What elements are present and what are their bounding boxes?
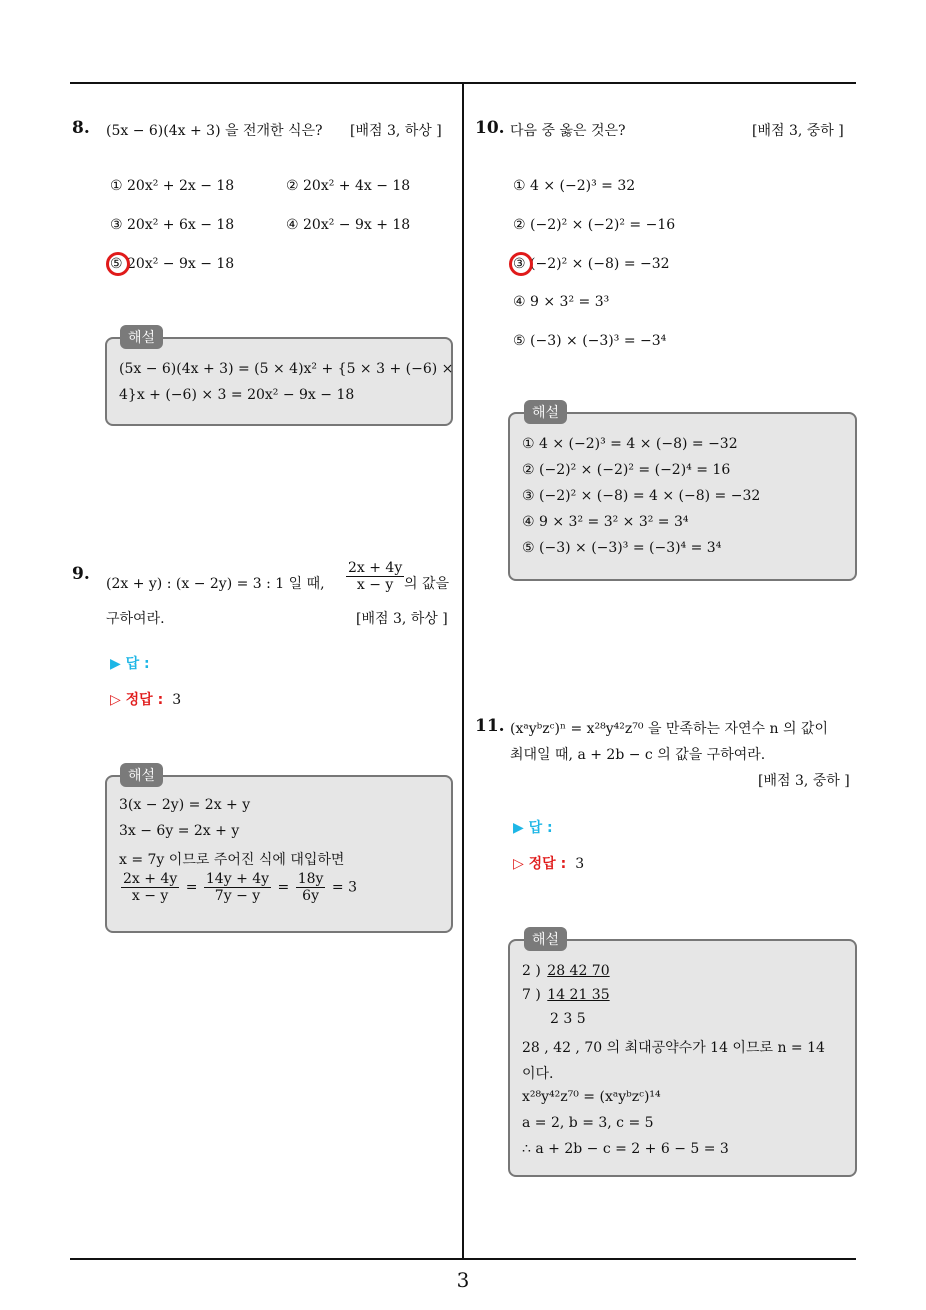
q8-choice-5[interactable]: ⑤ 20x² − 9x − 18: [110, 256, 235, 272]
q11-number: 11.: [475, 716, 505, 736]
q8-choice-2[interactable]: ② 20x² + 4x − 18: [286, 178, 411, 194]
q8-sol-line-2: 4}x + (−6) × 3 = 20x² − 9x − 18: [119, 387, 355, 403]
q8-choice-1[interactable]: ① 20x² + 2x − 18: [110, 178, 235, 194]
q9-question-part3: 구하여라.: [106, 611, 165, 627]
q10-sol-line-1: ① 4 × (−2)³ = 4 × (−8) = −32: [522, 436, 738, 452]
q10-number: 10.: [475, 118, 505, 138]
q10-choice-4[interactable]: ④ 9 × 3² = 3³: [513, 294, 610, 310]
q9-fraction: [344, 560, 406, 593]
q11-answer-field[interactable]: ▶ 답 :: [513, 820, 553, 836]
q9-sol-f2-num: 14y + 4y: [205, 871, 270, 887]
q9-number: 9.: [72, 564, 90, 584]
q8-choice-3[interactable]: ③ 20x² + 6x − 18: [110, 217, 235, 233]
q11-div-row-2: [522, 987, 610, 1003]
q10-choice-2[interactable]: ② (−2)² × (−2)² = −16: [513, 217, 676, 233]
q11-question-line-2: 최대일 때, a + 2b − c 의 값을 구하여라.: [510, 747, 766, 763]
column-divider: [462, 82, 464, 1260]
q10-answer-circle-mark: [509, 252, 533, 276]
q8-sol-line-1: (5x − 6)(4x + 3) = (5 × 4)x² + {5 × 3 + (−6) ×: [119, 361, 454, 377]
q9-correct-value: 3: [172, 692, 182, 708]
q9-grade: [배점 3, 하상 ]: [356, 611, 448, 627]
bottom-rule: [70, 1258, 856, 1260]
q10-question: 다음 중 옳은 것은?: [510, 123, 626, 139]
q11-div-row-1-divisor: 2 ): [522, 963, 541, 979]
q10-sol-line-2: ② (−2)² × (−2)² = (−2)⁴ = 16: [522, 462, 731, 478]
q11-question-line-1: (xᵃyᵇzᶜ)ⁿ = x²⁸y⁴²z⁷⁰ 을 만족하는 자연수 n 의 값이: [510, 721, 828, 737]
q9-question-part2: 의 값을: [404, 576, 450, 592]
q11-div-row-2-divisor: 7 ): [522, 987, 541, 1003]
q9-solution-box: [105, 775, 453, 933]
q10-sol-line-4: ④ 9 × 3² = 3² × 3² = 3⁴: [522, 514, 689, 530]
q10-choice-1[interactable]: ① 4 × (−2)³ = 32: [513, 178, 636, 194]
q9-sol-f2-den: 7y − y: [214, 888, 261, 904]
q8-grade: [배점 3, 하상 ]: [350, 123, 442, 139]
q8-number: 8.: [72, 118, 90, 138]
q8-choice-4[interactable]: ④ 20x² − 9x + 18: [286, 217, 411, 233]
q10-sol-line-3: ③ (−2)² × (−8) = 4 × (−8) = −32: [522, 488, 761, 504]
q9-sol-fractions: $\frac{2x + 4y}{x - y}$ = $\frac{14y + 4y}{7y - y}$ = $\frac{18y}{6y}$ = 3: [123, 871, 357, 904]
q11-div-row-1: [522, 963, 610, 979]
q11-correct-label: ▷ 정답 :: [513, 856, 567, 872]
q9-solution-tag: 해설: [120, 763, 163, 787]
q9-sol-f1-den: x − y: [131, 888, 169, 904]
page-number: 3: [456, 1268, 470, 1292]
q11-sol-line-d: a = 2, b = 3, c = 5: [522, 1115, 654, 1131]
q8-solution-box: [105, 337, 453, 426]
q9-sol-line-2: 3x − 6y = 2x + y: [119, 823, 240, 839]
q9-sol-f1-num: 2x + 4y: [123, 871, 178, 887]
q9-sol-f3-num: 18y: [297, 871, 324, 887]
q8-solution-tag: 해설: [120, 325, 163, 349]
q11-div-row-1-values: 28 42 70: [547, 963, 610, 979]
q9-sol-line-3: x = 7y 이므로 주어진 식에 대입하면: [119, 852, 345, 868]
q9-answer-field[interactable]: ▶ 답 :: [110, 656, 150, 672]
q11-solution-box: [508, 939, 857, 1177]
q11-div-row-2-values: 14 21 35: [547, 987, 610, 1003]
q9-question-part1: (2x + y) : (x − 2y) = 3 : 1 일 때,: [106, 576, 325, 592]
q8-answer-circle-mark: [106, 252, 130, 276]
q10-choice-5[interactable]: ⑤ (−3) × (−3)³ = −3⁴: [513, 333, 667, 349]
q11-solution-tag: 해설: [524, 927, 567, 951]
q9-sol-line-1: 3(x − 2y) = 2x + y: [119, 797, 251, 813]
q10-solution-box: [508, 412, 857, 581]
q8-question: (5x − 6)(4x + 3) 을 전개한 식은?: [106, 123, 323, 139]
q11-sol-line-a: 28 , 42 , 70 의 최대공약수가 14 이므로 n = 14: [522, 1040, 825, 1056]
q9-frac-num: 2x + 4y: [348, 560, 403, 576]
q11-grade: [배점 3, 중하 ]: [758, 773, 850, 789]
q11-sol-line-b: 이다.: [522, 1066, 554, 1082]
q9-sol-f3-den: 6y: [302, 888, 319, 904]
q10-choice-3[interactable]: ③ (−2)² × (−8) = −32: [513, 256, 670, 272]
q10-solution-tag: 해설: [524, 400, 567, 424]
q9-sol-result: = 3: [331, 879, 357, 896]
q9-frac-den: x − y: [356, 577, 394, 593]
q11-sol-line-c: x²⁸y⁴²z⁷⁰ = (xᵃyᵇzᶜ)¹⁴: [522, 1089, 661, 1105]
q11-correct-value: 3: [575, 856, 585, 872]
q9-correct-answer: [110, 689, 181, 709]
q9-correct-label: ▷ 정답 :: [110, 692, 164, 708]
q11-sol-line-e: ∴ a + 2b − c = 2 + 6 − 5 = 3: [522, 1141, 729, 1157]
q11-correct-answer: [513, 853, 584, 873]
q10-grade: [배점 3, 중하 ]: [752, 123, 844, 139]
q10-sol-line-5: ⑤ (−3) × (−3)³ = (−3)⁴ = 3⁴: [522, 540, 722, 556]
q11-div-row-3: 2 3 5: [550, 1011, 586, 1027]
